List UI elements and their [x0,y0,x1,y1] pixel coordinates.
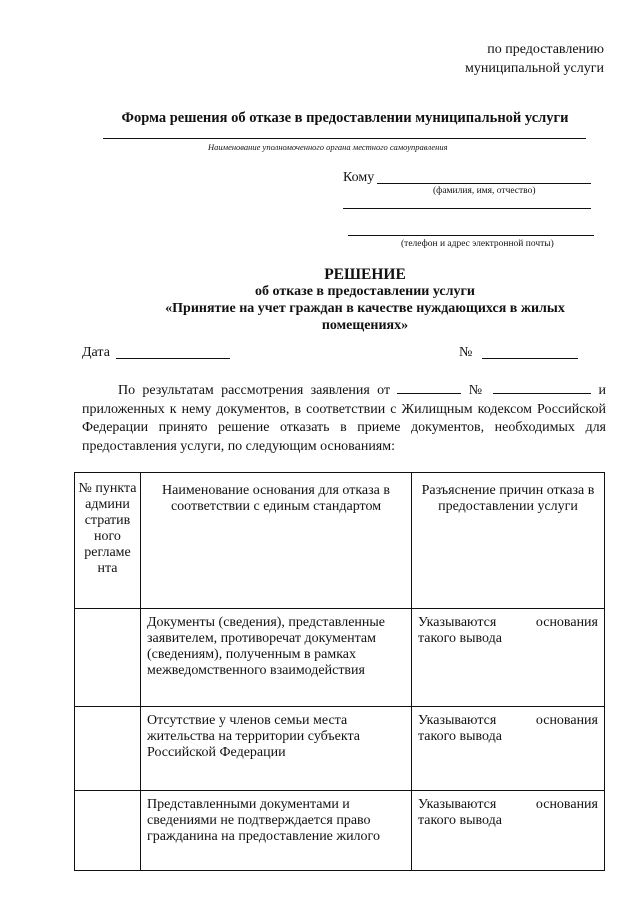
expl-word-a: Указываются [418,797,497,812]
date-line [116,358,230,359]
paragraph-part-1: По результатам рассмотрения заявления от [118,383,391,398]
to-name-line [377,183,591,184]
application-date-blank [397,381,461,394]
to-line-3 [348,235,594,236]
authority-line [103,138,586,139]
number-line [482,358,578,359]
authority-caption: Наименование уполномоченного органа местного самоуправления [208,142,448,152]
application-number-blank [493,381,591,394]
header-reason: Наименование основания для отказа в соответствии с единым стандартом [141,473,412,609]
row-explanation [412,609,605,707]
row-num-cell [75,707,141,791]
row-num-cell [75,791,141,871]
service-name-line-2: помещениях» [321,318,409,333]
row-num-cell [75,609,141,707]
table-row [75,707,605,791]
table-row [75,791,605,871]
row-explanation [412,791,605,871]
expl-word-b: основания [535,615,598,630]
expl-word-c: такого вывода [418,631,502,646]
header-line-1: по предоставлению [487,42,604,57]
row-explanation [412,707,605,791]
date-label: Дата [82,345,110,360]
number-label: № [459,345,473,360]
to-line-2 [343,208,591,209]
grounds-table [74,472,605,871]
paragraph-number-sign: № [468,383,486,398]
header-line-2: муниципальной услуги [465,61,604,76]
expl-word-a: Указываются [418,713,497,728]
contacts-caption: (телефон и адрес электронной почты) [401,239,554,249]
expl-word-c: такого вывода [418,813,502,828]
paragraph-part-2: и приложенных к нему документов, в соответствии с Жилищным кодексом Российской Федерации принято решение отказать в приеме документов, необходимых для предоставления услуги, по следующим основаниям: [82,383,607,454]
decision-title: РЕШЕНИЕ [324,266,406,283]
row-reason: Отсутствие у членов семьи места жительства на территории субъекта Российской Федерации [141,707,412,791]
row-reason: Представленными документами и сведениями не подтверждается право гражданина на предоставление жилого [141,791,412,871]
expl-word-a: Указываются [418,615,497,630]
table-header-row [75,473,605,609]
expl-word-b: основания [535,713,598,728]
header-num: № пункта админи стратив ного регламе нта [75,473,141,609]
expl-word-c: такого вывода [418,729,502,744]
expl-word-b: основания [535,797,598,812]
decision-subtitle: об отказе в предоставлении услуги [255,284,475,299]
row-reason: Документы (сведения), представленные заявителем, противоречат документам (сведениям), полученным в рамках межведомственного взаимодействия [141,609,412,707]
to-label: Кому [343,170,375,185]
table-row [75,609,605,707]
service-name-line-1: «Принятие на учет граждан в качестве нуждающихся в жилых [165,301,565,316]
decision-paragraph [82,381,606,456]
fio-caption: (фамилия, имя, отчество) [433,186,536,196]
header-explanation: Разъяснение причин отказа в предоставлении услуги [412,473,605,609]
form-title: Форма решения об отказе в предоставлении муниципальной услуги [121,110,569,126]
